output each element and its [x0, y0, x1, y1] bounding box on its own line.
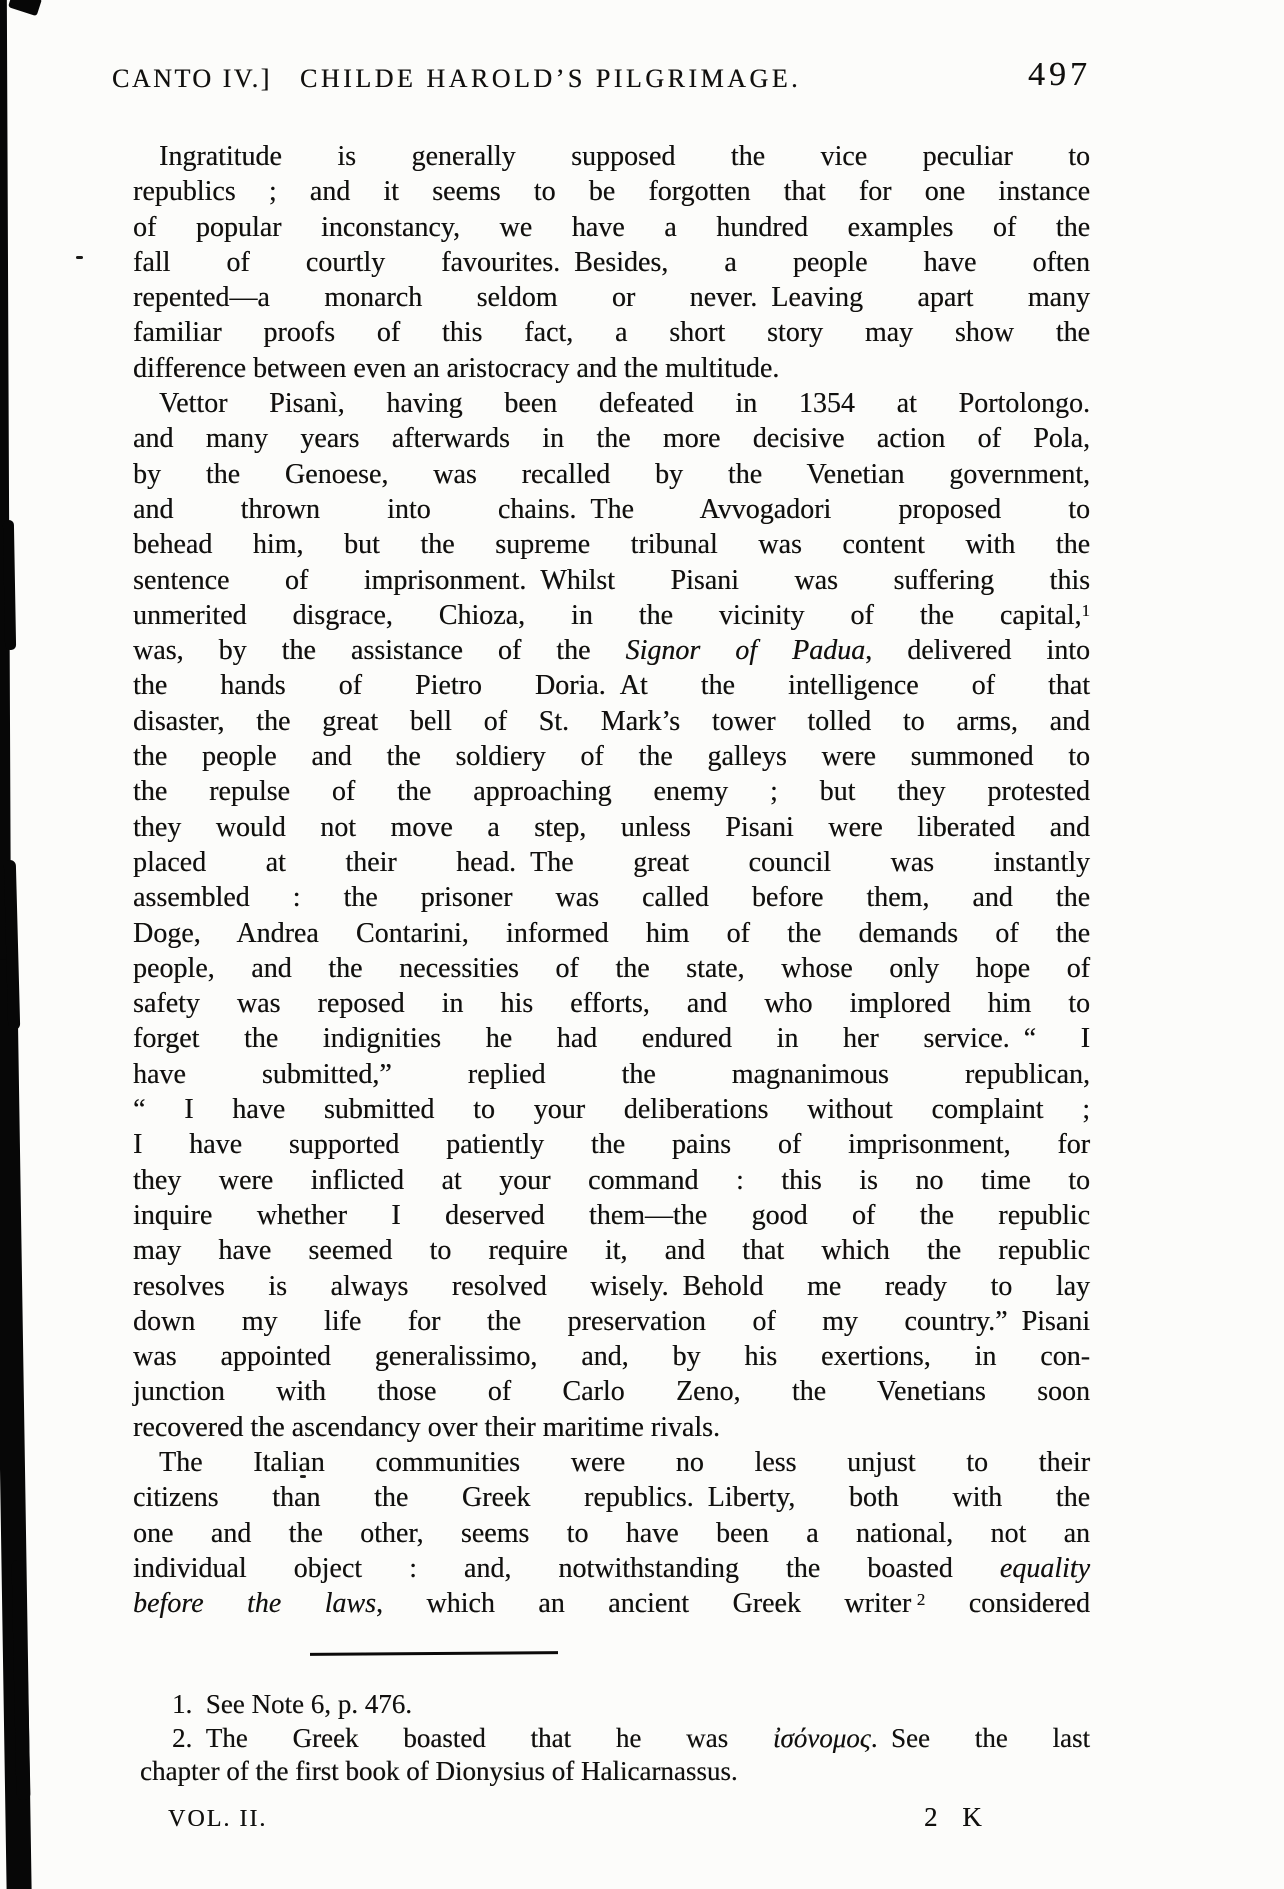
- body-line: [133, 774, 1090, 809]
- body-line: [133, 1516, 1090, 1551]
- body-line: [133, 527, 1090, 562]
- body-line: [133, 457, 1090, 492]
- text-run: the people and the soldiery of the galleys were summoned to: [133, 741, 1090, 773]
- text-run: they would not move a step, unless Pisani were liberated and: [133, 811, 1090, 843]
- text-run: one and the other, seems to have been a national, not an: [133, 1517, 1090, 1549]
- footnote-line: [140, 1755, 1090, 1789]
- footnote-marker: 1: [1081, 601, 1090, 621]
- footnote-separator-rule: [310, 1651, 558, 1656]
- body-line: [133, 1092, 1090, 1127]
- scan-artifact-speck: [76, 256, 83, 259]
- text-run: , delivered into: [865, 635, 1090, 667]
- text-run: behead him, but the supreme tribunal was content with the: [133, 529, 1090, 561]
- body-line: [133, 421, 1090, 456]
- body-line: [133, 986, 1090, 1021]
- body-line: [133, 810, 1090, 845]
- body-line: [133, 315, 1090, 350]
- body-line: [133, 563, 1090, 598]
- text-run: 1. See Note 6, p. 476.: [172, 1689, 412, 1719]
- scan-artifact-left-band-top: [0, 0, 11, 1004]
- text-run: ἰσόνομος: [772, 1722, 871, 1753]
- text-run: of popular inconstancy, we have a hundred examples of the: [133, 211, 1090, 243]
- canto-label: CANTO IV.]: [112, 64, 272, 93]
- text-run: citizens than the Greek republics. Liberty, both with the: [133, 1482, 1090, 1514]
- text-run: placed at their head. The great council was instantly: [133, 846, 1090, 878]
- text-run: “ I have submitted to your deliberations without complaint ;: [133, 1094, 1090, 1126]
- text-run: considered: [925, 1588, 1090, 1620]
- text-run: by the Genoese, was recalled by the Venetian government,: [133, 458, 1090, 490]
- body-line: [133, 704, 1090, 739]
- text-run: familiar proofs of this fact, a short story may show the: [133, 317, 1090, 349]
- footnotes: [140, 1688, 1090, 1789]
- text-run: forget the indignities he had endured in her service. “ I: [133, 1023, 1090, 1055]
- body-line: [133, 1374, 1090, 1409]
- text-run: 2. The Greek boasted that he was: [172, 1722, 773, 1753]
- text-run: chapter of the first book of Dionysius of Halicarnassus.: [140, 1756, 738, 1786]
- text-run: safety was reposed in his efforts, and who implored him to: [133, 988, 1090, 1020]
- text-run: Signor of Padua: [625, 635, 866, 667]
- text-run: inquire whether I deserved them—the good of the republic: [133, 1199, 1090, 1231]
- body-line: [133, 1410, 1090, 1445]
- body-line: [133, 880, 1090, 915]
- body-line: [133, 1198, 1090, 1233]
- body-line: [133, 916, 1090, 951]
- text-run: disaster, the great bell of St. Mark’s tower tolled to arms, and: [133, 705, 1090, 737]
- body-line: [133, 1269, 1090, 1304]
- text-run: difference between even an aristocracy and the multitude.: [133, 352, 780, 384]
- text-run: and many years afterwards in the more decisive action of Pola,: [133, 423, 1090, 455]
- text-run: . See the last: [870, 1722, 1091, 1753]
- text-run: Vettor Pisanì, having been defeated in 1354 at Portolongo.: [159, 388, 1090, 420]
- text-run: sentence of imprisonment. Whilst Pisani was suffering this: [133, 564, 1090, 596]
- text-run: repented—a monarch seldom or never. Leaving apart many: [133, 282, 1090, 314]
- body-line: [133, 1551, 1090, 1586]
- text-run: Ingratitude is generally supposed the vice peculiar to: [159, 141, 1090, 172]
- text-run: unmerited disgrace, Chioza, in the vicinity of the capital,: [133, 599, 1082, 631]
- text-run: down my life for the preservation of my country.” Pisani: [133, 1305, 1090, 1337]
- body-line: [133, 845, 1090, 880]
- text-run: before the laws: [133, 1588, 376, 1620]
- scan-artifact-corner: [8, 0, 42, 16]
- body-line: [133, 210, 1090, 245]
- text-run: fall of courtly favourites. Besides, a people have often: [133, 246, 1090, 278]
- text-run: was appointed generalissimo, and, by his exertions, in con-: [133, 1341, 1090, 1373]
- text-run: The Italian communities were no less unjust to their: [159, 1446, 1090, 1478]
- book-title: CHILDE HAROLD’S PILGRIMAGE.: [300, 64, 802, 93]
- running-header: [0, 56, 1284, 108]
- text-run: equality: [999, 1552, 1090, 1584]
- text-run: I have supported patiently the pains of imprisonment, for: [133, 1129, 1090, 1161]
- text-run: recovered the ascendancy over their maritime rivals.: [133, 1411, 720, 1443]
- body-line: [133, 1586, 1090, 1621]
- body-text: [133, 139, 1090, 1621]
- body-line: [133, 633, 1090, 668]
- body-line: [133, 598, 1090, 633]
- body-line: [133, 951, 1090, 986]
- footnote-line: [140, 1722, 1090, 1756]
- text-run: individual object : and, notwithstanding the boasted: [133, 1552, 1000, 1584]
- text-run: Doge, Andrea Contarini, informed him of the demands of the: [133, 917, 1090, 949]
- body-line: [133, 1445, 1090, 1480]
- text-run: people, and the necessities of the state, whose only hope of: [133, 952, 1090, 984]
- volume-label: VOL. II.: [168, 1806, 268, 1832]
- body-line: [133, 280, 1090, 315]
- text-run: they were inflicted at your command : this is no time to: [133, 1164, 1090, 1196]
- text-run: was, by the assistance of the: [133, 635, 626, 667]
- text-run: may have seemed to require it, and that which the republic: [133, 1235, 1090, 1267]
- text-run: and thrown into chains. The Avvogadori proposed to: [133, 493, 1090, 525]
- body-line: [133, 1057, 1090, 1092]
- body-line: [133, 1480, 1090, 1515]
- page-number: 497: [1028, 56, 1091, 93]
- footnote-marker: 2: [916, 1589, 926, 1609]
- body-line: [133, 1021, 1090, 1056]
- footnote-line: [140, 1688, 1090, 1722]
- text-run: resolves is always resolved wisely. Behold me ready to lay: [133, 1270, 1090, 1302]
- body-line: [133, 492, 1090, 527]
- text-run: junction with those of Carlo Zeno, the Venetians soon: [133, 1376, 1090, 1408]
- body-line: [133, 1127, 1090, 1162]
- text-run: the hands of Pietro Doria. At the intelligence of that: [133, 670, 1090, 702]
- body-line: [133, 1163, 1090, 1198]
- text-run: have submitted,” replied the magnanimous republican,: [133, 1058, 1090, 1090]
- body-line: [133, 1233, 1090, 1268]
- body-line: [133, 139, 1090, 174]
- body-line: [133, 351, 1090, 386]
- body-line: [133, 174, 1090, 209]
- text-run: the repulse of the approaching enemy ; but they protested: [133, 776, 1090, 808]
- body-line: [133, 668, 1090, 703]
- body-line: [133, 1339, 1090, 1374]
- body-line: [133, 386, 1090, 421]
- text-run: assembled : the prisoner was called before them, and the: [133, 882, 1090, 914]
- text-run: republics ; and it seems to be forgotten that for one instance: [133, 176, 1090, 208]
- body-line: [133, 739, 1090, 774]
- text-run: , which an ancient Greek writer: [375, 1588, 917, 1620]
- body-line: [133, 1304, 1090, 1339]
- printers-signature: 2 K: [924, 1802, 991, 1832]
- body-line: [133, 245, 1090, 280]
- scan-artifact-blob: [3, 520, 16, 650]
